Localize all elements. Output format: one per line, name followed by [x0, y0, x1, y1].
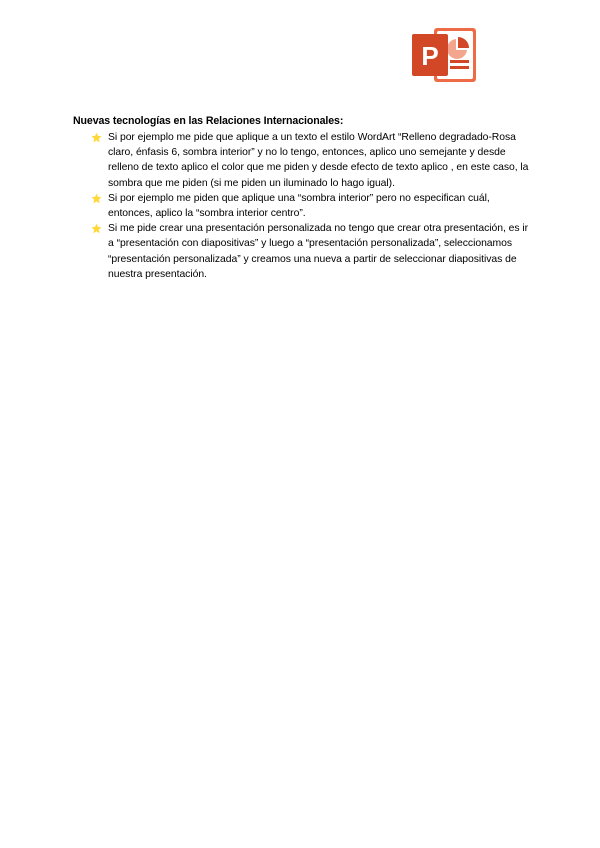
- list-item-text: Si me pide crear una presentación personalizada no tengo que crear otra presentación, es ir a “presentación con diapositivas” y luego a “presentación personalizada”, seleccionamos “presentación personalizada” y creamos una nueva a partir de seleccionar diapositivas de nuestra presentación.: [108, 223, 528, 280]
- section-heading: Nuevas tecnologías en las Relaciones Internacionales:: [73, 115, 344, 127]
- list-item: [91, 130, 531, 191]
- star-icon: [91, 132, 102, 143]
- logo-letter: P: [421, 41, 439, 71]
- powerpoint-logo-icon: [410, 24, 480, 86]
- list-item: [91, 221, 531, 282]
- list-item-text: Si por ejemplo me pide que aplique a un texto el estilo WordArt “Relleno degradado-Rosa claro, énfasis 6, sombra interior” y no lo tengo, entonces, aplico uno semejante y desde relleno de texto aplico el color que me piden y desde efecto de texto aplico , en este caso, la sombra que me piden (si me piden un iluminado lo hago igual).: [108, 132, 529, 189]
- star-icon: [91, 223, 102, 234]
- bullet-list: [91, 130, 531, 282]
- list-item-text: Si por ejemplo me piden que aplique una “sombra interior” pero no especifican cuál, entonces, aplico la “sombra interior centro”.: [108, 192, 490, 220]
- list-item: [91, 191, 531, 221]
- star-icon: [91, 193, 102, 204]
